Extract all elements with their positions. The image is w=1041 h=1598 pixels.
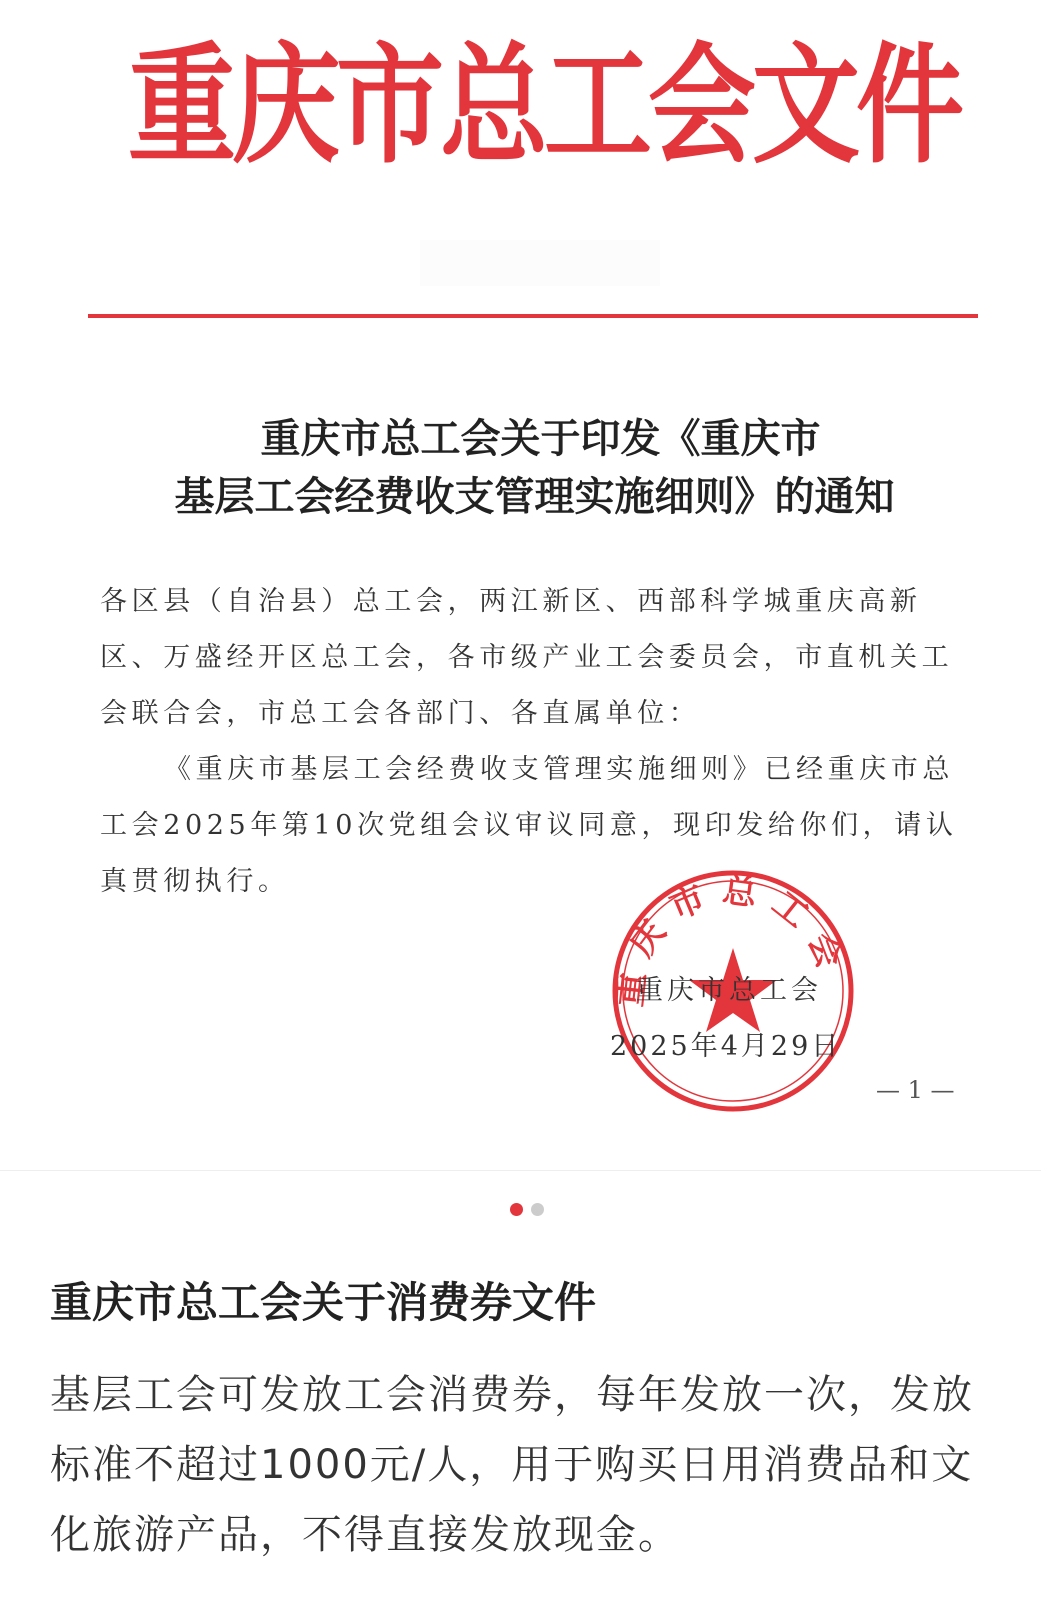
article-text: 基层工会可发放工会消费券，每年发放一次，发放标准不超过1000元/人，用于购买日用消费品和文化旅游产品，不得直接发放现金。 <box>50 1372 974 1558</box>
carousel-indicator <box>510 1203 544 1216</box>
svg-text:重庆市总工会: 重庆市总工会 <box>610 870 855 1009</box>
notice-title-line1: 重庆市总工会关于印发《重庆市 <box>260 415 821 462</box>
document-number-redacted <box>420 240 660 286</box>
carousel-dot-2[interactable] <box>531 1203 544 1216</box>
carousel-dot-1[interactable] <box>510 1203 523 1216</box>
masthead: 重庆市总工会文件 <box>128 30 961 182</box>
recipients: 各区县（自治县）总工会，两江新区、西部科学城重庆高新区、万盛经开区总工会，各市级产业工会委员会，市直机关工会联合会，市总工会各部门、各直属单位： <box>100 586 954 729</box>
issue-date: 2025年4月29日 <box>610 1031 842 1062</box>
red-rule-divider <box>88 314 978 318</box>
notice-title-line2: 基层工会经费收支管理实施细则》的通知 <box>174 473 895 520</box>
page-number: — 1 — <box>876 1076 955 1104</box>
signatory: 重庆市总工会 <box>636 975 822 1006</box>
article-heading: 重庆市总工会关于消费券文件 <box>50 1278 597 1327</box>
notice-body: 《重庆市基层工会经费收支管理实施细则》已经重庆市总工会2025年第10次党组会议审议同意，现印发给你们，请认真贯彻执行。 <box>100 754 958 897</box>
